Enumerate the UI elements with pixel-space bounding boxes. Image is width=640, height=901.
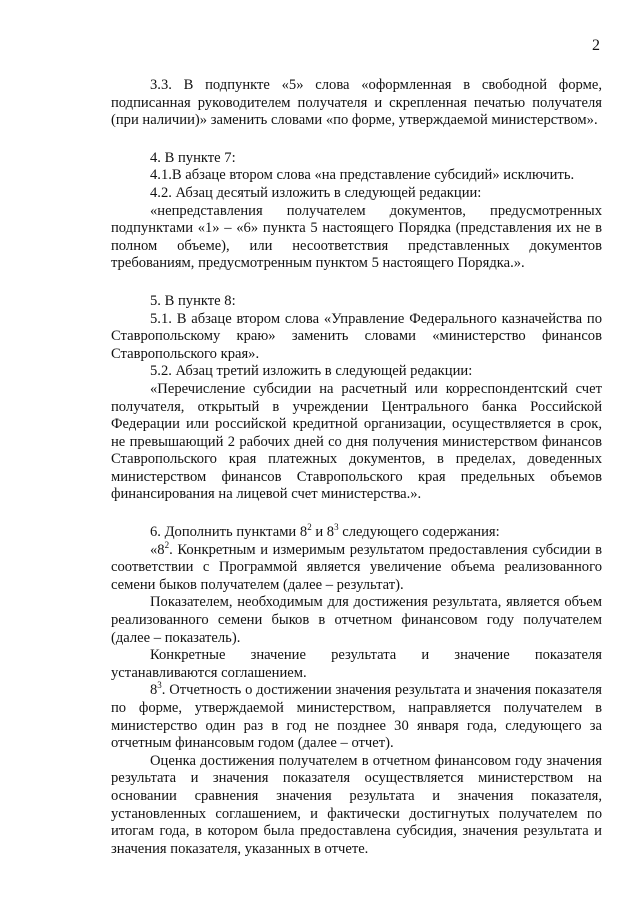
paragraph-p5: 5. В пункте 8: — [150, 292, 236, 309]
amendment-paragraphs — [111, 77, 602, 504]
paragraph-gap — [111, 273, 602, 293]
paragraph-p4: 4. В пункте 7: — [150, 149, 236, 166]
paragraph-gap — [111, 130, 602, 150]
paragraph-p41: 4.1.В абзаце втором слова «на представление субсидий» исключить. — [150, 167, 575, 184]
page-number: 2 — [592, 37, 600, 54]
document-body — [111, 77, 602, 858]
paragraph-indicator: Показателем, необходимым для достижения результата, является объем реализованного семени быков в отчетном финансовом году получателем (далее – показатель). — [111, 594, 602, 646]
paragraph-gap — [111, 504, 602, 524]
paragraph-p52q: «Перечисление субсидии на расчетный или корреспондентский счет получателя, открытый в учреждении Центрального банка Российской Федерации или российской кредитной организации, осуществляется в срок, не превышающий 2 рабочих дней со дня получения министерством финансов Ставропольского края платежных документов, в пределах, доведенных министерством финансов Ставропольского края предельных объемов финансирования на лицевой счет министерства.». — [111, 380, 602, 503]
paragraph-p52: 5.2. Абзац третий изложить в следующей редакции: — [150, 363, 473, 380]
paragraph-agreement: Конкретные значение результата и значение показателя устанавливаются соглашением. — [111, 647, 602, 681]
paragraph-p33: 3.3. В подпункте «5» слова «оформленная в свободной форме, подписанная руководителем получателя и скрепленная печатью получателя (при наличии)» заменить словами «по форме, утверждаемой министерством». — [111, 77, 602, 129]
paragraph-6: 6. Дополнить пунктами $8^2$ и $8^3$ следующего содержания: — [150, 522, 500, 541]
paragraph-assessment: Оценка достижения получателем в отчетном финансовом году значения результата и значения показателя осуществляется министерством на основании сравнения значения результата и значения показателя, установленных соглашением, и фактически достигнутых получателем по итогам года, в котором была предоставлена субсидия, значения результата и значения показателя, указанных в отчете. — [111, 752, 602, 857]
paragraph-p42: 4.2. Абзац десятый изложить в следующей редакции: — [150, 184, 482, 201]
paragraph-8-3: $8^3$. Отчетность о достижении значения результата и значения показателя по форме, утверждаемой министерством, направляется получателем в министерство один раз в год не позднее 30 января года, следующего за отчетным финансовым годом (далее – отчет). — [111, 680, 602, 752]
paragraph-p42q: «непредставления получателем документов, предусмотренных подпунктами «1» – «6» пункта 5 настоящего Порядка (представления их не в полном объеме), или несоответствия представленных документов требованиям, предусмотренным пунктом 5 настоящего Порядка.». — [111, 202, 602, 272]
paragraph-p51: 5.1. В абзаце втором слова «Управление Федерального казначейства по Ставропольскому краю» заменить словами «министерство финансов Ставропольского края». — [111, 310, 602, 362]
paragraph-8-2: «$8^2$. Конкретным и измеримым результатом предоставления субсидии в соответствии с Программой является увеличение объема реализованного семени быков получателем (далее – результат). — [111, 539, 602, 593]
